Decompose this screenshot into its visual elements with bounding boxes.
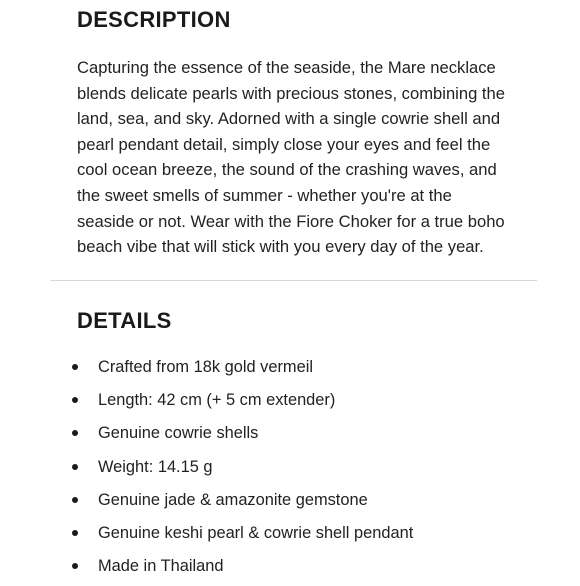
bullet-icon	[72, 397, 78, 403]
bullet-icon	[72, 530, 78, 536]
bullet-icon	[72, 563, 78, 569]
details-item-label: Weight: 14.15 g	[98, 457, 213, 476]
details-item-label: Genuine keshi pearl & cowrie shell pendant	[98, 523, 414, 542]
description-line: Capturing the essence of the seaside, the Mare necklace	[77, 58, 496, 77]
description-line: blends delicate pearls with precious stones, combining the	[77, 83, 505, 103]
details-item-label: Genuine jade & amazonite gemstone	[98, 490, 368, 509]
description-line: land, sea, and sky. Adorned with a single cowrie shell and	[77, 109, 501, 129]
bullet-icon	[72, 430, 78, 436]
section-divider	[50, 280, 537, 281]
description-line: pearl pendant detail, simply close your eyes and feel the	[77, 134, 491, 154]
bullet-icon	[72, 497, 78, 503]
details-item-label: Genuine cowrie shells	[98, 424, 259, 443]
bullet-icon	[72, 464, 78, 470]
description-line: seaside or not. Wear with the Fiore Choker for a true boho	[77, 211, 505, 231]
description-line: the sweet smells of summer - whether you're at the	[77, 185, 452, 205]
description-line: beach vibe that will stick with you every day of the year.	[77, 237, 484, 257]
description-line: cool ocean breeze, the sound of the crashing waves, and	[77, 160, 497, 180]
description-text	[77, 55, 547, 260]
description-heading: DESCRIPTION	[77, 7, 231, 32]
details-heading: DETAILS	[77, 308, 172, 333]
details-item-label: Made in Thailand	[98, 557, 224, 576]
bullet-icon	[72, 364, 78, 370]
details-item-label: Length: 42 cm (+ 5 cm extender)	[98, 391, 336, 410]
details-item-label: Crafted from 18k gold vermeil	[98, 358, 313, 376]
